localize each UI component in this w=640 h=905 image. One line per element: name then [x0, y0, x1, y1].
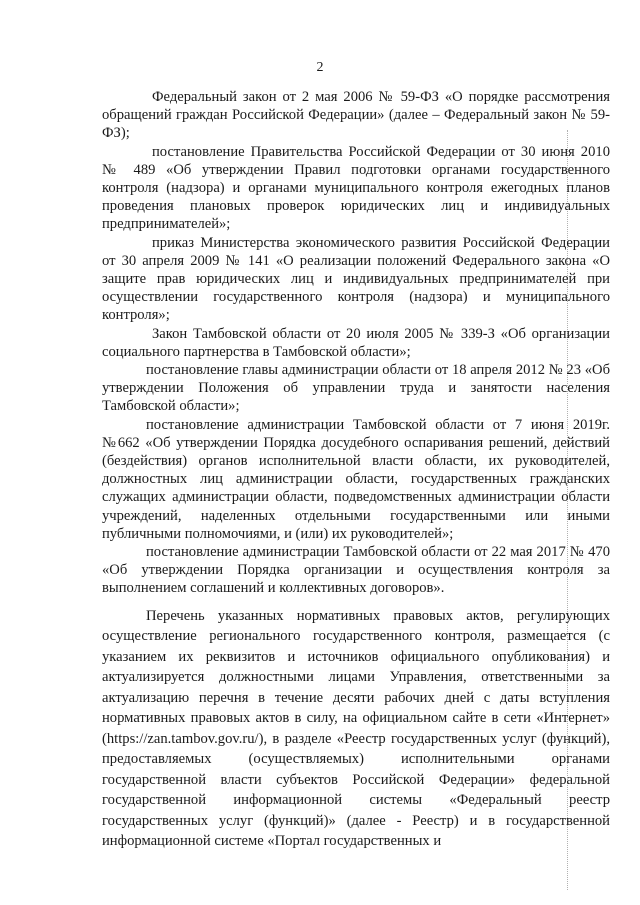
page-number: 2: [316, 60, 324, 75]
paragraph-list-publication: Перечень указанных нормативных правовых актов, регулирующих осуществление регионального государственного контроля, размещается (с указанием их реквизитов и источников официального опубликования) и актуализируется должностными лицами Управления, ответственными за актуализацию перечня в течение десяти рабочих дней с даты вступления нормативных правовых актов в силу, на официальном сайте в сети «Интернет» (https://zan.tambov.gov.ru/), в разделе «Реестр государственных услуг (функций), предоставляемых (осуществляемых) исполнительными органами государственной власти субъектов Российской Федерации» федеральной государственной информационной системы «Федеральный реестр государственных услуг (функций)» (далее - Реестр) и в государственной информационной системе «Портал государственных и: [102, 607, 610, 850]
paragraph-admin-decree-470: постановление администрации Тамбовской области от 22 мая 2017 № 470 «Об утверждении Порядка организации и осуществления контроля за выполнением соглашений и коллективных договоров».: [102, 544, 610, 597]
paragraph-federal-law-59: Федеральный закон от 2 мая 2006 № 59-ФЗ «О порядке рассмотрения обращений граждан Российской Федерации» (далее – Федеральный закон № 59-ФЗ);: [102, 89, 610, 142]
paragraph-admin-decree-662: постановление администрации Тамбовской области от 7 июня 2019г. №662 «Об утверждении Порядка досудебного оспаривания решений, действий (бездействия) органов исполнительной власти области, их руководителей, должностных лиц администрации области, государственных гражданских служащих администрации области, подведомственных администрации области учреждений, наделенных отдельными государственными или иными публичными полномочиями, и (или) их руководителей»;: [102, 416, 610, 542]
paragraph-government-decree-489: постановление Правительства Российской Федерации от 30 июня 2010 № 489 «Об утверждении Правил подготовки органами государственного контроля (надзора) и органами муниципального контроля ежегодных планов проведения плановых проверок юридических лиц и индивидуальных предпринимателей»;: [102, 143, 610, 233]
document-body: [102, 88, 610, 852]
paragraph-regional-law-339: Закон Тамбовской области от 20 июля 2005 № 339-З «Об организации социального партнерства в Тамбовской области»;: [102, 325, 610, 360]
paragraph-head-decree-23: постановление главы администрации области от 18 апреля 2012 № 23 «Об утверждении Положения об управлении труда и занятости населения Тамбовской области»;: [102, 362, 610, 415]
paragraph-ministry-order-141: приказ Министерства экономического развития Российской Федерации от 30 апреля 2009 № 141 «О реализации положений Федерального закона «О защите прав юридических лиц и индивидуальных предпринимателей при осуществлении государственного контроля (надзора) и муниципального контроля»;: [102, 234, 610, 324]
